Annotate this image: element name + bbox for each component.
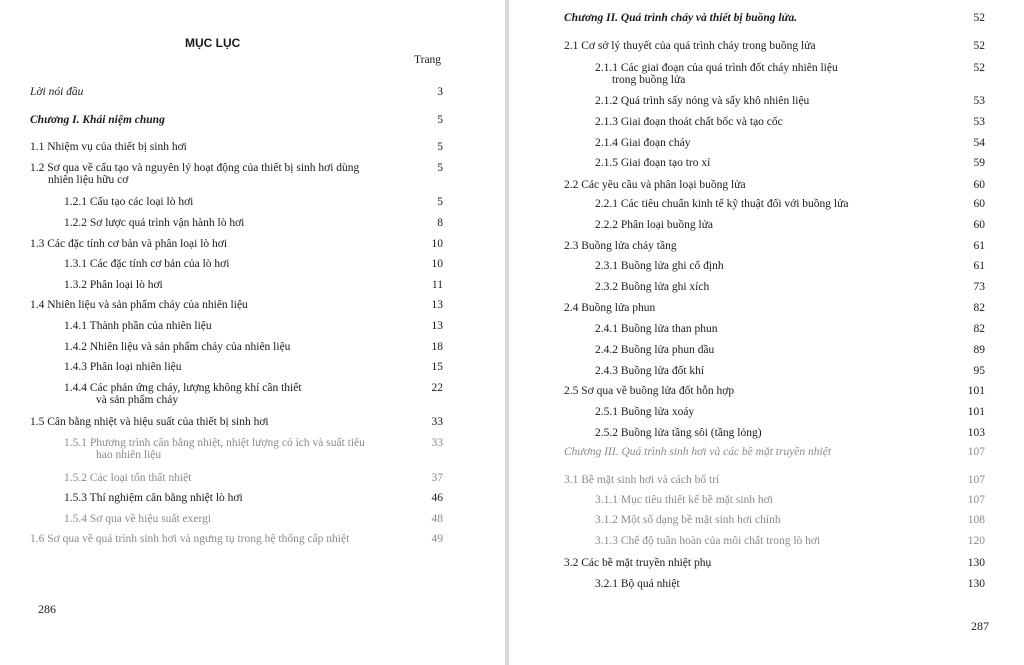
toc-entry-page: 60: [973, 219, 985, 231]
toc-entry-page: 89: [973, 344, 985, 356]
toc-entry-page: 60: [973, 198, 985, 210]
toc-entry-page: 103: [967, 427, 985, 439]
toc-entry-page: 95: [973, 365, 985, 377]
toc-entry-title: 1.4 Nhiên liệu và sản phẩm cháy của nhiên liệu: [30, 299, 248, 311]
toc-entry-title: 1.2 Sơ qua về cấu tạo và nguyên lý hoạt động của thiết bị sinh hơi dùng: [30, 162, 360, 174]
toc-entry-title: 1.2.2 Sơ lược quá trình vận hành lò hơi: [64, 217, 245, 229]
toc-entry-page: 107: [967, 474, 985, 486]
toc-entry-title-continued: nhiên liệu hữu cơ: [48, 174, 129, 186]
toc-entry-page: 13: [431, 320, 443, 332]
page-number-left: 286: [38, 602, 56, 616]
toc-entry-title: 1.5 Cân bằng nhiệt và hiệu suất của thiết bị sinh hơi: [30, 416, 269, 428]
toc-entry-title: 1.4.2 Nhiên liệu và sản phẩm cháy của nhiên liệu: [64, 341, 291, 353]
toc-entry-title: 3.1 Bề mặt sinh hơi và cách bố trí: [564, 474, 720, 486]
toc-entry-title: Chương I. Khái niệm chung: [30, 114, 165, 126]
toc-entry-page: 130: [967, 557, 985, 569]
toc-entry-page: 107: [967, 494, 985, 506]
toc-entry-title: 2.1.4 Giai đoạn cháy: [595, 137, 691, 149]
left-page: [0, 0, 505, 665]
page-number-right: 287: [971, 619, 989, 633]
toc-entry-page: 11: [431, 279, 443, 291]
toc-entry-title: 2.5 Sơ qua về buồng lửa đốt hỗn hợp: [564, 385, 735, 397]
toc-entry-title: 2.1.5 Giai đoạn tạo tro xỉ: [595, 157, 711, 169]
toc-entry-title: 1.5.1 Phương trình cân bằng nhiệt, nhiệt lượng có ích và suất tiêu: [64, 437, 365, 449]
toc-entry-page: 5: [437, 196, 443, 208]
toc-entry-title: 2.1.3 Giai đoạn thoát chất bốc và tạo cốc: [595, 116, 783, 128]
toc-entry-title: 1.4.4 Các phản ứng cháy, lượng không khí cần thiết: [64, 382, 302, 394]
toc-entry-title: 2.4.1 Buồng lửa than phun: [595, 323, 718, 335]
toc-entry-page: 5: [437, 114, 443, 126]
toc-entry-title: 2.4.3 Buồng lửa đốt khí: [595, 365, 705, 377]
toc-entry-page: 73: [973, 281, 985, 293]
toc-entry-title: 2.4 Buồng lửa phun: [564, 302, 656, 314]
toc-entry-title: 3.1.2 Một số dạng bề mặt sinh hơi chính: [595, 514, 781, 526]
toc-entry-page: 101: [967, 406, 985, 418]
toc-entry-title: 2.3.1 Buồng lửa ghi cố định: [595, 260, 724, 272]
toc-entry-title: 2.2.1 Các tiêu chuẩn kinh tế kỹ thuật đối với buồng lửa: [595, 198, 849, 210]
toc-entry-title: Chương III. Quá trình sinh hơi và các bề mặt truyền nhiệt: [564, 446, 832, 458]
toc-entry-page: 18: [431, 341, 443, 353]
toc-entry-page: 82: [973, 323, 985, 335]
toc-entry-title: 1.1 Nhiệm vụ của thiết bị sinh hơi: [30, 141, 187, 153]
toc-entry-page: 10: [431, 238, 443, 250]
toc-entry-page: 54: [973, 137, 985, 149]
toc-entry-title: Lời nói đầu: [30, 86, 84, 98]
toc-entry-page: 52: [973, 40, 985, 52]
toc-entry-page: 33: [431, 416, 443, 428]
toc-entry-title: 2.3.2 Buồng lửa ghi xích: [595, 281, 710, 293]
toc-entry-page: 10: [431, 258, 443, 270]
toc-entry-title: 1.4.1 Thành phần của nhiên liệu: [64, 320, 212, 332]
toc-entry-page: 61: [973, 260, 985, 272]
toc-entry-title: 1.3.2 Phân loại lò hơi: [64, 279, 163, 291]
toc-entry-page: 5: [437, 141, 443, 153]
toc-entry-title: 1.3.1 Các đặc tính cơ bản của lò hơi: [64, 258, 230, 270]
toc-entry-page: 52: [973, 12, 985, 24]
page-column-label: Trang: [414, 54, 442, 66]
toc-entry-page: 107: [967, 446, 985, 458]
toc-entry-page: 46: [431, 492, 443, 504]
toc-entry-title: 1.5.2 Các loại tổn thất nhiệt: [64, 472, 192, 484]
toc-entry-page: 108: [967, 514, 985, 526]
toc-entry-title: 1.5.3 Thí nghiệm cân bằng nhiệt lò hơi: [64, 492, 243, 504]
toc-entry-title: 3.2 Các bề mặt truyền nhiệt phụ: [564, 557, 712, 569]
toc-entry-page: 53: [973, 95, 985, 107]
toc-entry-page: 120: [967, 535, 985, 547]
toc-entry-title: 2.2 Các yêu cầu và phân loại buồng lửa: [564, 179, 746, 191]
toc-entry-page: 60: [973, 179, 985, 191]
toc-entry-title: Chương II. Quá trình cháy và thiết bị buồng lửa.: [564, 12, 798, 24]
toc-entry-title-continued: và sản phẩm cháy: [96, 394, 179, 406]
toc-entry-title-continued: trong buồng lửa: [612, 74, 686, 86]
toc-entry-page: 22: [431, 382, 443, 394]
toc-entry-page: 48: [431, 513, 443, 525]
toc-entry-title-continued: hao nhiên liệu: [96, 449, 162, 461]
toc-entry-page: 33: [431, 437, 443, 449]
toc-entry-page: 52: [973, 62, 985, 74]
toc-entry-page: 59: [973, 157, 985, 169]
toc-entry-page: 13: [431, 299, 443, 311]
toc-entry-page: 3: [437, 86, 443, 98]
toc-entry-page: 49: [431, 533, 443, 545]
toc-entry-page: 130: [967, 578, 985, 590]
toc-entry-page: 37: [431, 472, 443, 484]
toc-entry-title: 2.5.1 Buồng lửa xoáy: [595, 406, 695, 418]
toc-entry-title: 1.6 Sơ qua về quá trình sinh hơi và ngưng tụ trong hệ thống cấp nhiệt: [30, 533, 350, 545]
toc-entry-page: 53: [973, 116, 985, 128]
toc-entry-page: 61: [973, 240, 985, 252]
toc-entry-title: 2.4.2 Buồng lửa phun dầu: [595, 344, 715, 356]
toc-entry-title: 3.1.3 Chế độ tuần hoàn của môi chất trong lò hơi: [595, 535, 821, 547]
toc-entry-title: 2.1.1 Các giai đoạn của quá trình đốt cháy nhiên liệu: [595, 62, 838, 74]
toc-entry-page: 101: [967, 385, 985, 397]
toc-entry-title: 2.1 Cơ sở lý thuyết của quá trình cháy trong buồng lửa: [564, 40, 816, 52]
toc-entry-title: 3.2.1 Bộ quá nhiệt: [595, 578, 680, 590]
toc-entry-title: 2.1.2 Quá trình sấy nóng và sấy khô nhiên liệu: [595, 95, 810, 107]
toc-entry-page: 8: [437, 217, 443, 229]
right-page: [509, 0, 1024, 665]
toc-entry-page: 15: [431, 361, 443, 373]
toc-title: MỤC LỤC: [185, 36, 241, 50]
toc-entry-title: 2.2.2 Phân loại buồng lửa: [595, 219, 714, 231]
toc-entry-page: 82: [973, 302, 985, 314]
toc-entry-title: 2.3 Buồng lửa cháy tầng: [564, 240, 677, 252]
toc-entry-title: 1.3 Các đặc tính cơ bản và phân loại lò hơi: [30, 238, 228, 250]
toc-entry-title: 1.2.1 Cấu tạo các loại lò hơi: [64, 196, 194, 208]
toc-entry-title: 1.4.3 Phân loại nhiên liệu: [64, 361, 182, 373]
toc-entry-title: 2.5.2 Buồng lửa tầng sôi (tầng lỏng): [595, 427, 762, 439]
toc-entry-page: 5: [437, 162, 443, 174]
toc-entry-title: 3.1.1 Mục tiêu thiết kế bề mặt sinh hơi: [595, 494, 773, 506]
toc-entry-title: 1.5.4 Sơ qua về hiệu suất exergi: [64, 513, 212, 525]
